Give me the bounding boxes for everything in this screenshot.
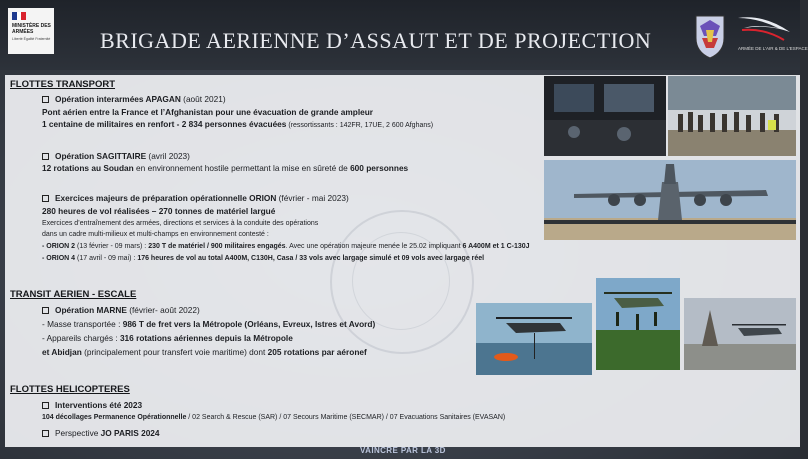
apagan-line2 xyxy=(42,119,433,131)
french-flag-icon xyxy=(12,12,26,20)
marne-line3-text: (principalement pour transfert voie maritime) dont xyxy=(81,347,268,357)
section-heading-helicopters: FLOTTES HELICOPTERES xyxy=(10,384,130,395)
section-heading-transit: TRANSIT AERIEN - ESCALE xyxy=(10,289,137,300)
orion-line1: 280 heures de vol réalisées – 270 tonnes de matériel largué xyxy=(42,206,276,216)
checkbox-square-icon xyxy=(42,402,49,409)
sagittaire-title: Opération SAGITTAIRE xyxy=(55,151,147,161)
checkbox-square-icon xyxy=(42,307,49,314)
slide-header xyxy=(0,0,808,70)
heli-item2-bold: JO PARIS 2024 xyxy=(100,428,160,438)
heli-line1-text: / 02 Search & Rescue (SAR) / 07 Secours Maritime (SECMAR) / 07 Evacuations Sanitaires (EVASAN) xyxy=(186,414,506,421)
heli-line1-bold: 104 décollages Permanence Opérationnelle xyxy=(42,414,187,421)
photo-helicopter-sea-rescue xyxy=(476,303,592,375)
apagan-title: Opération interarmées APAGAN xyxy=(55,94,181,104)
marne-line1 xyxy=(42,319,375,329)
section-heading-transport: FLOTTES TRANSPORT xyxy=(10,79,116,90)
photo-a400m xyxy=(544,160,796,240)
orion-date: (février - mai 2023) xyxy=(276,193,349,203)
marne-line3-bold2: 205 rotations par aéronef xyxy=(267,347,367,357)
marne-title-line xyxy=(42,305,200,315)
sagittaire-line1 xyxy=(42,163,408,173)
orion-title: Exercices majeurs de préparation opérationnelle ORION xyxy=(55,193,277,203)
footer-motto: VAINCRE PAR LA 3D xyxy=(360,446,446,455)
compass-watermark xyxy=(330,210,474,354)
photo-helicopter-jungle xyxy=(596,278,680,370)
heli-line1 xyxy=(42,413,505,423)
ministry-logo-subtext: Liberté Égalité Fraternité xyxy=(12,37,51,41)
checkbox-square-icon xyxy=(42,96,49,103)
sagittaire-line1-text: en environnement hostile permettant la mise en sûreté de xyxy=(133,163,351,173)
orion4-bold: 176 heures de vol au total A400M, C130H, Casa / 33 vols avec largage simulé et 09 vols avec largage réel xyxy=(137,255,485,262)
checkbox-square-icon xyxy=(42,153,49,160)
marne-line2 xyxy=(42,333,293,343)
apagan-title-line xyxy=(42,94,226,104)
orion-line3: dans un cadre multi-milieux et multi-champs en environnement contesté : xyxy=(42,231,269,238)
marne-line2-text: - Appareils chargés : xyxy=(42,333,120,343)
orion-title-line xyxy=(42,193,349,203)
ministry-logo xyxy=(8,8,54,54)
photo-cockpit xyxy=(544,76,666,156)
aae-wing-icon xyxy=(734,12,794,46)
orion4-date: (17 avril - 09 mai) : xyxy=(75,255,138,262)
orion2-line xyxy=(42,242,530,252)
marne-line1-text: - Masse transportée : xyxy=(42,319,123,329)
checkbox-square-icon xyxy=(42,430,49,437)
marne-line1-bold: 986 T de fret vers la Métropole (Orléans, Evreux, Istres et Avord) xyxy=(122,319,376,329)
ministry-logo-name: MINISTÈRE DES ARMÉES xyxy=(12,23,51,35)
sagittaire-line1-bold2: 600 personnes xyxy=(350,163,409,173)
aae-logo xyxy=(734,12,808,62)
apagan-line2-bold: 1 centaine de militaires en renfort - 2 834 personnes évacuées xyxy=(42,119,287,129)
orion4-label: - ORION 4 xyxy=(42,255,76,262)
orion2-date: (13 février - 09 mars) : xyxy=(75,243,149,250)
heli-item2: Perspective xyxy=(55,428,101,438)
marne-date: (février- août 2022) xyxy=(126,305,200,315)
heli-item2-line xyxy=(42,428,160,438)
aae-logo-name: ARMÉE DE L’AIR & DE L’ESPACE xyxy=(738,46,808,51)
photo-evacuation xyxy=(668,76,796,156)
photo-helicopter-paris xyxy=(684,298,796,370)
orion2-rest: . Avec une opération majeure menée le 25.02 impliquant xyxy=(285,243,463,250)
marne-line2-bold: 316 rotations aériennes depuis la Métropole xyxy=(119,333,293,343)
heli-item1-line xyxy=(42,400,142,410)
sagittaire-date: (avril 2023) xyxy=(146,151,190,161)
heli-item1: Interventions été 2023 xyxy=(55,400,143,410)
checkbox-square-icon xyxy=(42,195,49,202)
marne-title: Opération MARNE xyxy=(55,305,127,315)
apagan-line1: Pont aérien entre la France et l’Afghanistan pour une évacuation de grande ampleur xyxy=(42,107,374,117)
sagittaire-title-line xyxy=(42,151,190,161)
apagan-date: (août 2021) xyxy=(180,94,226,104)
sagittaire-line1-bold: 12 rotations au Soudan xyxy=(42,163,134,173)
apagan-line2-small: (ressortissants : 142FR, 17UE, 2 600 Afghans) xyxy=(286,122,434,129)
orion4-line xyxy=(42,254,484,264)
brigade-emblem-icon xyxy=(690,12,730,60)
orion2-label: - ORION 2 xyxy=(42,243,76,250)
marne-line3-bold: et Abidjan xyxy=(42,347,82,357)
orion2-bold: 230 T de matériel / 900 militaires engagés xyxy=(148,243,286,250)
marne-line3 xyxy=(42,347,367,357)
orion-line2: Exercices d’entraînement des armées, directions et services à la conduite des opérations xyxy=(42,220,319,227)
orion2-bold2: 6 A400M et 1 C-130J xyxy=(462,243,530,250)
slide-title: BRIGADE AERIENNE D’ASSAUT ET DE PROJECTION xyxy=(100,28,652,53)
